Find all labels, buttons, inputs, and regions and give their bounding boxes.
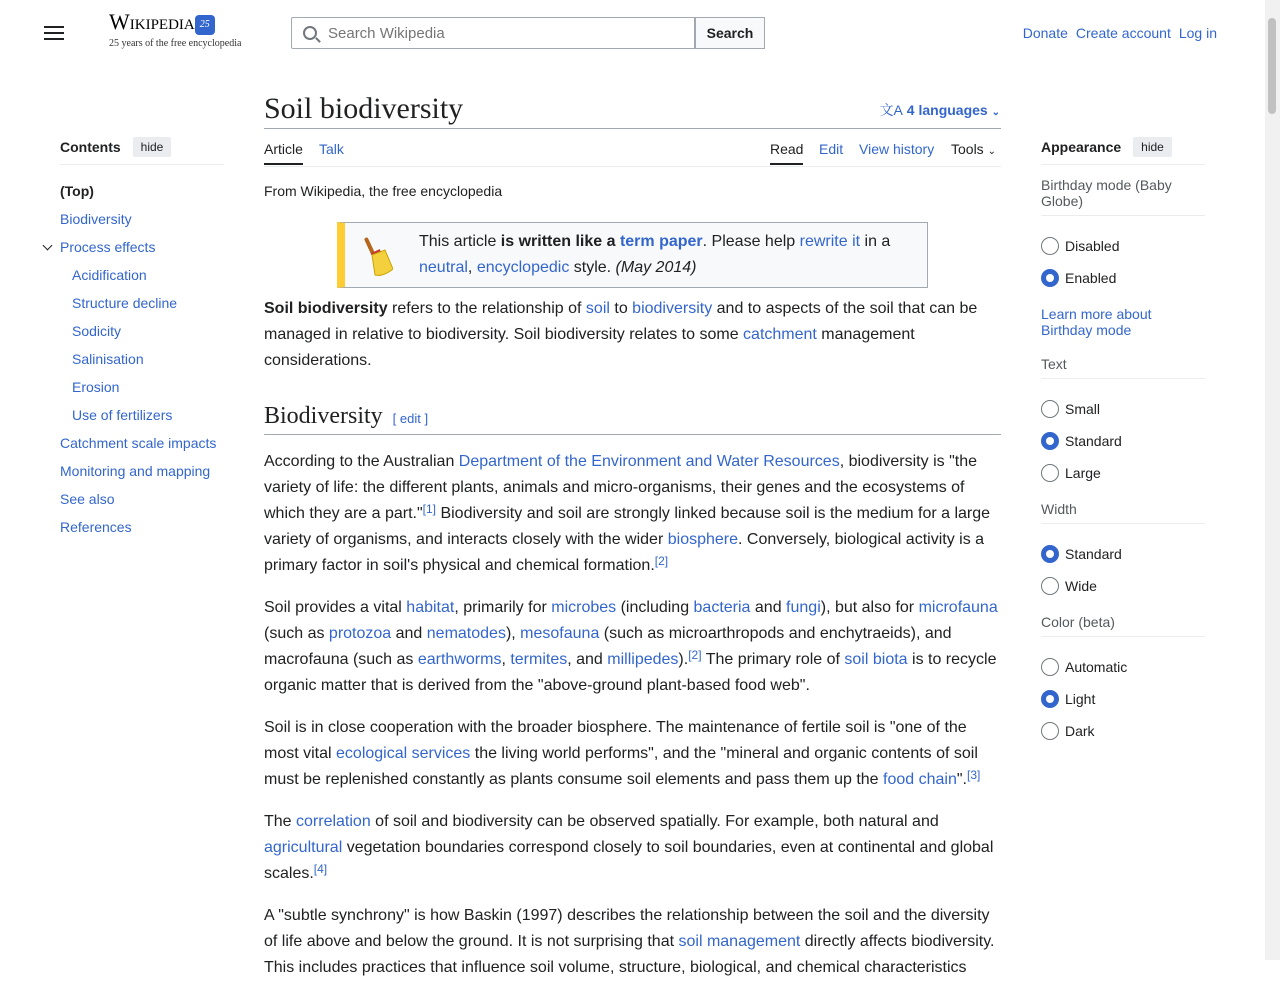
search-icon <box>303 26 317 40</box>
text-run: The primary role of <box>701 651 845 668</box>
notice-text <box>419 233 890 276</box>
toc-item-label: See also <box>60 491 115 507</box>
text-run: (May 2014) <box>615 259 697 276</box>
toc-item-label: Structure decline <box>72 295 178 311</box>
text-run: , and <box>567 651 608 668</box>
toc-item-label: Monitoring and mapping <box>60 463 211 479</box>
appearance-section-label: Color (beta) <box>1041 614 1205 637</box>
article-link[interactable]: bacteria <box>693 599 751 616</box>
text-run: , <box>501 651 511 668</box>
toc-item-label: Erosion <box>72 379 120 395</box>
radio-option[interactable] <box>1041 538 1205 570</box>
section-title: Biodiversity <box>264 403 383 429</box>
appearance-section-label: Birthday mode (Baby Globe) <box>1041 177 1205 216</box>
article-link[interactable]: food chain <box>883 771 957 788</box>
text-run: of soil and biodiversity can be observed spatially. For example, both natural and <box>370 813 939 830</box>
donate-link[interactable]: Donate <box>1022 25 1068 41</box>
toc-item[interactable] <box>60 457 224 485</box>
article-link[interactable]: soil <box>585 300 610 317</box>
logo-wordmark: Wikipedia <box>109 9 195 34</box>
toc-item[interactable] <box>60 317 224 345</box>
chevron-down-icon[interactable] <box>43 241 53 251</box>
text-run: (such as <box>264 625 329 642</box>
text-run: is to recycle organic matter that is derived from the "above-ground plant-based food web". <box>264 651 997 694</box>
radio-button[interactable] <box>1041 658 1059 676</box>
chevron-down-icon: ⌄ <box>991 107 1000 118</box>
article-link[interactable]: correlation <box>296 813 371 830</box>
text-run: is written like a <box>500 233 620 250</box>
article-link[interactable]: rewrite it <box>799 233 861 250</box>
table-of-contents <box>60 137 224 541</box>
toc-item-label: Acidification <box>72 267 147 283</box>
language-count: 4 languages <box>906 102 988 118</box>
language-button[interactable] <box>880 101 1000 122</box>
radio-button[interactable] <box>1041 722 1059 740</box>
toc-heading: Contents <box>60 139 121 155</box>
radio-option[interactable] <box>1041 393 1205 425</box>
radio-button[interactable] <box>1041 237 1059 255</box>
paragraph <box>264 903 1001 981</box>
toc-item[interactable] <box>60 233 224 261</box>
citation-link[interactable]: [2] <box>654 554 669 568</box>
text-run: ). <box>678 651 689 668</box>
main-menu-icon[interactable] <box>44 26 64 40</box>
scrollbar[interactable] <box>1265 0 1280 960</box>
toc-item-label: Salinisation <box>72 351 144 367</box>
toc-item-label: References <box>60 519 132 535</box>
radio-label: Small <box>1065 401 1101 417</box>
text-run: Biodiversity and soil are strongly linked because soil is the medium for a large variety of organisms, and interacts closely with the wider <box>264 505 991 548</box>
tabs-divider <box>264 166 1001 167</box>
radio-option[interactable] <box>1041 570 1205 602</box>
article-link[interactable]: Department of the Environment and Water Resources <box>458 453 840 470</box>
paragraph <box>264 595 1001 699</box>
article-link[interactable]: mesofauna <box>520 625 600 642</box>
radio-label: Automatic <box>1065 659 1128 675</box>
text-run: (including <box>616 599 694 616</box>
text-run: (such as microarthropods and enchytraeids), and macrofauna (such as <box>264 625 952 668</box>
text-run: Soil biodiversity <box>264 300 388 317</box>
radio-label: Standard <box>1065 433 1122 449</box>
title-divider <box>264 128 1001 129</box>
toc-item[interactable] <box>60 513 224 541</box>
site-subtitle: From Wikipedia, the free encyclopedia <box>264 183 503 199</box>
scrollbar-thumb[interactable] <box>1268 18 1276 114</box>
article-link[interactable]: protozoa <box>328 625 392 642</box>
appearance-heading: Appearance <box>1041 139 1122 155</box>
text-run: ". <box>956 771 967 788</box>
page-title: Soil biodiversity <box>264 92 464 125</box>
article-link[interactable]: biodiversity <box>632 300 713 317</box>
article-link[interactable]: earthworms <box>417 651 502 668</box>
toc-item-label: Catchment scale impacts <box>60 435 217 451</box>
citation-link[interactable]: [4] <box>313 862 328 876</box>
user-links <box>1015 25 1217 41</box>
logo-tagline: 25 years of the free encyclopedia <box>109 38 242 49</box>
article-link[interactable]: microbes <box>551 599 617 616</box>
radio-button[interactable] <box>1041 269 1059 287</box>
login-link[interactable]: Log in <box>1178 25 1217 41</box>
toc-item[interactable] <box>60 345 224 373</box>
create-account-link[interactable]: Create account <box>1075 25 1171 41</box>
toc-item[interactable] <box>60 373 224 401</box>
radio-option[interactable] <box>1041 262 1205 294</box>
text-run: According to the Australian <box>264 453 459 470</box>
radio-option[interactable] <box>1041 683 1205 715</box>
radio-option[interactable] <box>1041 425 1205 457</box>
article-link[interactable]: habitat <box>406 599 455 616</box>
text-run: to <box>609 300 633 317</box>
text-run: style. <box>569 259 616 276</box>
tools-label: Tools <box>951 141 984 157</box>
article-link[interactable]: ecological services <box>336 745 471 762</box>
tab-view-history[interactable]: View history <box>859 141 935 157</box>
text-run: Soil is in close cooperation with the broader biosphere. The maintenance of fertile soil is "one of the most vital <box>264 719 967 762</box>
radio-label: Standard <box>1065 546 1122 562</box>
radio-option[interactable] <box>1041 457 1205 489</box>
search-box[interactable] <box>291 17 695 49</box>
text-run: The <box>264 813 297 830</box>
radio-label: Wide <box>1065 578 1097 594</box>
wikipedia-logo[interactable] <box>109 8 284 50</box>
text-run: the living world performs", and the "mineral and organic contents of soil must be replenished constantly as plants consume soil elements and pass them up the <box>264 745 978 788</box>
toc-item-label: (Top) <box>60 183 94 199</box>
toc-item-label: Biodiversity <box>60 211 132 227</box>
paragraph <box>264 715 1001 793</box>
text-run: . Conversely, biological activity is a primary factor in soil's physical and chemical formation. <box>264 531 985 574</box>
radio-button[interactable] <box>1041 545 1059 563</box>
toc-item[interactable] <box>60 289 224 317</box>
text-run: and <box>391 625 427 642</box>
radio-label: Enabled <box>1065 270 1117 286</box>
article-link[interactable]: termites <box>510 651 568 668</box>
puzzle-globe-icon: 25 <box>195 15 215 35</box>
text-run: ), but also for <box>820 599 919 616</box>
text-run: , primarily for <box>454 599 552 616</box>
text-run: Soil provides a vital <box>264 599 407 616</box>
text-run: , <box>467 259 477 276</box>
language-icon: 文A <box>879 102 903 118</box>
article-body <box>264 178 1001 997</box>
article-link[interactable]: fungi <box>786 599 821 616</box>
search-input[interactable] <box>328 25 694 42</box>
toc-item[interactable] <box>60 177 224 205</box>
chevron-down-icon: ⌄ <box>987 146 996 157</box>
paragraph <box>264 449 1001 579</box>
paragraph <box>264 809 1001 887</box>
radio-option[interactable] <box>1041 651 1205 683</box>
toc-hide-button[interactable]: hide <box>133 137 172 157</box>
radio-label: Dark <box>1065 723 1095 739</box>
radio-button[interactable] <box>1041 577 1059 595</box>
section-heading-biodiversity <box>264 400 1001 435</box>
tab-edit[interactable]: Edit <box>819 141 844 157</box>
article-link[interactable]: term paper <box>619 233 703 250</box>
toc-item-label: Process effects <box>60 239 156 255</box>
radio-button[interactable] <box>1041 400 1059 418</box>
term-paper-notice <box>337 222 928 288</box>
article-link[interactable]: nematodes <box>426 625 506 642</box>
article-link[interactable]: neutral <box>419 259 468 276</box>
radio-label: Disabled <box>1065 238 1120 254</box>
citation-link[interactable]: [3] <box>966 768 981 782</box>
text-run: vegetation boundaries correspond closely to soil boundaries, even at continental and global scales. <box>264 839 994 882</box>
toc-item-label: Sodicity <box>72 323 122 339</box>
appearance-section-label: Text <box>1041 356 1205 379</box>
text-run: refers to the relationship of <box>387 300 586 317</box>
appearance-panel <box>1041 137 1205 747</box>
tab-read[interactable]: Read <box>770 141 803 165</box>
citation-link[interactable]: [2] <box>688 648 702 662</box>
article-link[interactable]: millipedes <box>607 651 679 668</box>
radio-label: Large <box>1065 465 1101 481</box>
text-run: ), <box>505 625 521 642</box>
text-run: , biodiversity is "the variety of life: the different plants, animals and micro-organisms, their genes and the ecosystems of which they are a part." <box>264 453 977 522</box>
section-edit-link[interactable]: [ edit ] <box>392 411 429 426</box>
radio-option[interactable] <box>1041 715 1205 747</box>
article-link[interactable]: catchment <box>743 326 817 343</box>
learn-more-link[interactable]: Learn more about Birthday mode <box>1041 306 1152 338</box>
radio-label: Light <box>1065 691 1096 707</box>
text-run: A "subtle synchrony" is how Baskin (1997) describes the relationship between the soil and the diversity of life above and below the ground. It is not surprising that <box>264 907 990 950</box>
radio-button[interactable] <box>1041 690 1059 708</box>
tools-menu[interactable] <box>951 141 996 157</box>
search-button[interactable]: Search <box>695 17 765 49</box>
text-run: management considerations. <box>264 326 915 369</box>
radio-button[interactable] <box>1041 432 1059 450</box>
text-run: and to aspects of the soil that can be managed in relative to biodiversity. Soil biodiversity relates to some <box>264 300 978 343</box>
tab-talk[interactable]: Talk <box>319 141 344 157</box>
article-link[interactable]: soil biota <box>844 651 908 668</box>
article-link[interactable]: soil management <box>678 933 801 950</box>
toc-item[interactable] <box>60 429 224 457</box>
toc-item-label: Use of fertilizers <box>72 407 173 423</box>
lead-paragraph <box>264 296 1001 374</box>
toc-item[interactable] <box>60 261 224 289</box>
radio-option[interactable] <box>1041 230 1205 262</box>
text-run: directly affects biodiversity. This includes practices that influence soil volume, structure, biological, and chemical characteristics <box>264 933 995 976</box>
citation-link[interactable]: [1] <box>422 502 436 516</box>
tab-article[interactable]: Article <box>264 141 303 165</box>
broom-icon <box>363 235 393 277</box>
appearance-section-label: Width <box>1041 501 1205 524</box>
article-link[interactable]: biosphere <box>667 531 739 548</box>
radio-button[interactable] <box>1041 464 1059 482</box>
text-run: in a <box>860 233 891 250</box>
toc-item[interactable] <box>60 401 224 429</box>
article-link[interactable]: microfauna <box>918 599 998 616</box>
text-run: . Please help <box>702 233 800 250</box>
text-run: This article <box>419 233 501 250</box>
article-link[interactable]: encyclopedic <box>476 259 570 276</box>
text-run: and <box>750 599 787 616</box>
appearance-hide-button[interactable]: hide <box>1133 137 1172 157</box>
toc-item[interactable] <box>60 205 224 233</box>
article-link[interactable]: agricultural <box>264 839 343 856</box>
toc-item[interactable] <box>60 485 224 513</box>
page-tabs <box>264 141 1001 167</box>
